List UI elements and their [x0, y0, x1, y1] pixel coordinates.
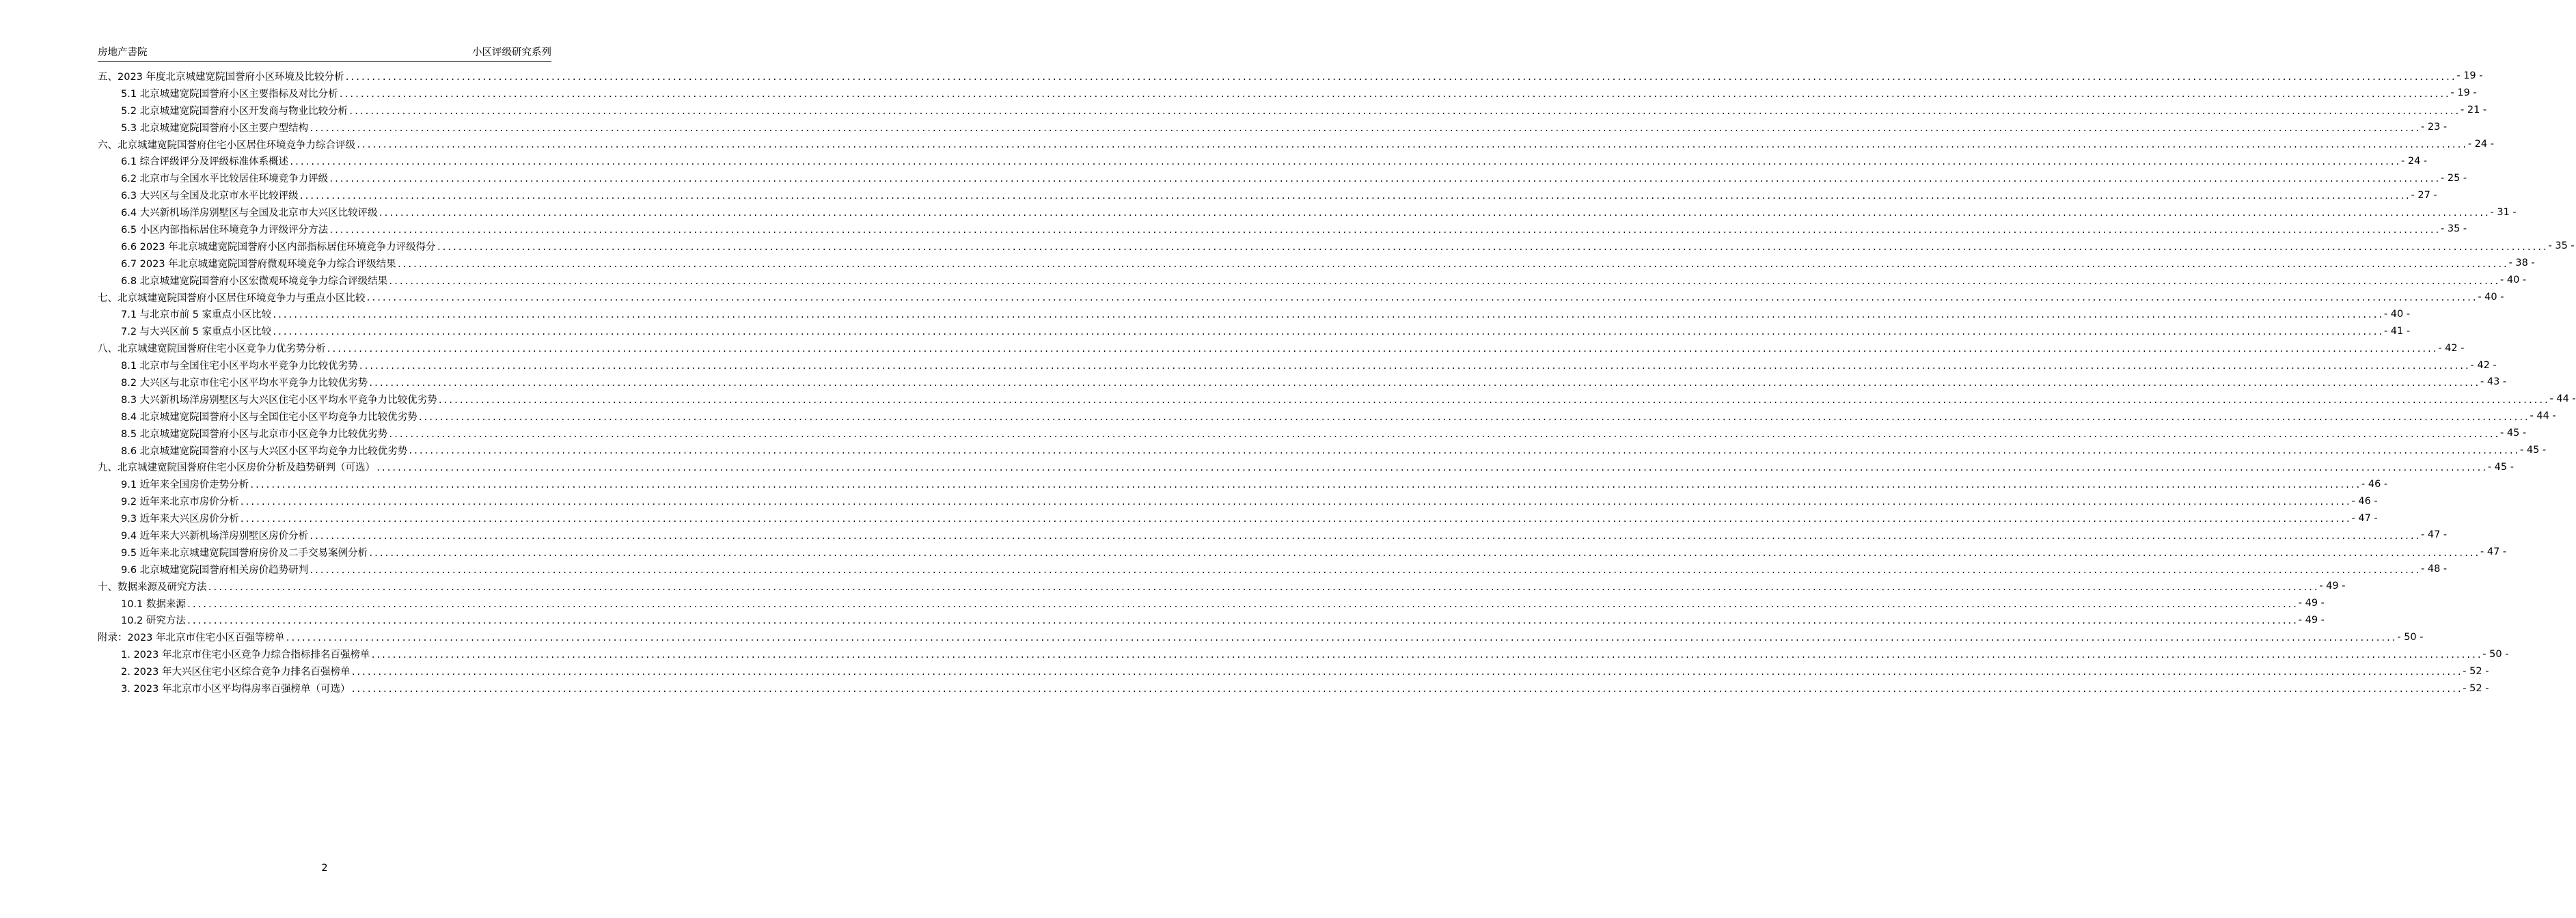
toc-dot-leader: ................................................................................................................................................................................................................................................................................................................................................................................................................: [358, 361, 2470, 372]
toc-entry[interactable]: [98, 169, 2467, 186]
toc-entry[interactable]: [98, 152, 2428, 169]
toc-dot-leader: ................................................................................................................................................................................................................................................................................................................................................................................................................: [329, 174, 2441, 184]
toc-dot-leader: ................................................................................................................................................................................................................................................................................................................................................................................................................: [289, 157, 2401, 167]
toc-dot-leader: ................................................................................................................................................................................................................................................................................................................................................................................................................: [356, 140, 2467, 150]
toc-dot-leader: ................................................................................................................................................................................................................................................................................................................................................................................................................: [344, 72, 2456, 82]
toc-entry-title: 5.1 北京城建宽院国誉府小区主要指标及对比分析: [121, 88, 338, 100]
toc-entry-page: - 47 -: [2480, 546, 2507, 558]
toc-entry-page: - 45 -: [2520, 445, 2547, 456]
toc-dot-leader: ................................................................................................................................................................................................................................................................................................................................................................................................................: [396, 259, 2508, 269]
toc-entry-page: - 48 -: [2421, 564, 2448, 575]
toc-entry-title: 9.6 北京城建宽院国誉府相关房价趋势研判: [121, 564, 309, 576]
toc-entry[interactable]: [98, 492, 2378, 510]
toc-entry-title: 8.2 大兴区与北京市住宅小区平均水平竞争力比较优劣势: [121, 377, 368, 389]
toc-entry-page: - 46 -: [2361, 478, 2388, 490]
toc-entry-page: - 45 -: [2500, 428, 2527, 439]
toc-entry-page: - 21 -: [2461, 105, 2487, 116]
toc-entry[interactable]: [98, 408, 2556, 425]
toc-entry[interactable]: [98, 475, 2388, 492]
toc-entry-title: 9.3 近年来大兴区房价分析: [121, 514, 239, 525]
toc-entry[interactable]: [98, 305, 2411, 322]
toc-entry-page: - 40 -: [2383, 308, 2411, 320]
toc-entry[interactable]: [98, 102, 2487, 119]
toc-dot-leader: ................................................................................................................................................................................................................................................................................................................................................................................................................: [309, 531, 2421, 541]
toc-dot-leader: ................................................................................................................................................................................................................................................................................................................................................................................................................: [388, 276, 2500, 286]
toc-entry[interactable]: [98, 221, 2467, 238]
toc-entry-title: 6.1 综合评级评分及评级标准体系概述: [121, 156, 289, 168]
toc-entry-page: - 41 -: [2383, 325, 2411, 337]
toc-entry-title: 9.1 近年来全国房价走势分析: [121, 479, 249, 491]
toc-dot-leader: ................................................................................................................................................................................................................................................................................................................................................................................................................: [186, 599, 2298, 609]
toc-entry[interactable]: [98, 680, 2489, 697]
toc-entry[interactable]: [98, 238, 2575, 255]
toc-entry-page: - 35 -: [2548, 240, 2575, 252]
toc-dot-leader: ................................................................................................................................................................................................................................................................................................................................................................................................................: [437, 395, 2549, 405]
toc-entry-title: 八、北京城建宽院国誉府住宅小区竞争力优劣势分析: [98, 344, 326, 355]
toc-entry-page: - 47 -: [2351, 512, 2378, 524]
toc-entry-page: - 42 -: [2438, 342, 2465, 354]
toc-entry-title: 9.5 近年来北京城建宽院国誉府房价及二手交易案例分析: [121, 547, 368, 559]
toc-entry-page: - 49 -: [2298, 598, 2325, 609]
toc-entry-title: 六、北京城建宽院国誉府住宅小区居住环境竞争力综合评级: [98, 139, 355, 151]
toc-dot-leader: ................................................................................................................................................................................................................................................................................................................................................................................................................: [272, 327, 2383, 337]
toc-entry-page: - 46 -: [2351, 495, 2378, 507]
toc-entry-page: - 19 -: [2450, 87, 2477, 99]
toc-entry-title: 8.1 北京市与全国住宅小区平均水平竞争力比较优劣势: [121, 361, 358, 372]
toc-entry-page: - 25 -: [2441, 172, 2467, 184]
toc-entry[interactable]: [98, 510, 2378, 527]
toc-entry-page: - 19 -: [2456, 70, 2483, 82]
toc-entry-page: - 45 -: [2487, 461, 2514, 473]
toc-entry-title: 6.3 大兴区与全国及北京市水平比较评级: [121, 191, 299, 202]
toc-entry[interactable]: [98, 255, 2535, 272]
toc-entry-page: - 23 -: [2421, 122, 2448, 133]
toc-entry[interactable]: [98, 119, 2448, 136]
toc-entry[interactable]: [98, 186, 2437, 204]
toc-entry[interactable]: [98, 272, 2527, 289]
toc-entry-title: 8.6 北京城建宽院国誉府小区与大兴区小区平均竞争力比较优劣势: [121, 445, 408, 457]
toc-entry-page: - 49 -: [2298, 614, 2325, 626]
toc-entry-title: 五、2023 年度北京城建宽院国誉府小区环境及比较分析: [98, 71, 344, 83]
header-rule: [98, 61, 551, 62]
toc-entry-title: 十、数据来源及研究方法: [98, 581, 207, 593]
toc-entry-page: - 24 -: [2401, 155, 2428, 167]
toc-entry-page: - 52 -: [2463, 682, 2489, 694]
toc-entry-title: 6.7 2023 年北京城建宽院国誉府微观环境竞争力综合评级结果: [121, 258, 396, 270]
toc-dot-leader: ................................................................................................................................................................................................................................................................................................................................................................................................................: [239, 514, 2351, 525]
toc-entry[interactable]: [98, 204, 2517, 221]
toc-dot-leader: ................................................................................................................................................................................................................................................................................................................................................................................................................: [326, 344, 2438, 354]
toc-dot-leader: ................................................................................................................................................................................................................................................................................................................................................................................................................: [338, 89, 2450, 99]
toc-entry[interactable]: [98, 578, 2346, 595]
toc-dot-leader: ................................................................................................................................................................................................................................................................................................................................................................................................................: [348, 106, 2461, 116]
toc-entry[interactable]: [98, 458, 2514, 475]
toc-entry-title: 2. 2023 年大兴区住宅小区综合竞争力排名百强榜单: [121, 667, 351, 678]
toc-entry[interactable]: [98, 527, 2448, 544]
toc-dot-leader: ................................................................................................................................................................................................................................................................................................................................................................................................................: [376, 463, 2487, 473]
toc-entry[interactable]: [98, 544, 2507, 561]
toc-entry-page: - 49 -: [2319, 581, 2346, 592]
toc-entry[interactable]: [98, 374, 2507, 391]
toc-entry-page: - 52 -: [2463, 665, 2489, 677]
toc-entry[interactable]: [98, 339, 2465, 357]
toc-dot-leader: ................................................................................................................................................................................................................................................................................................................................................................................................................: [272, 310, 2383, 320]
toc-entry-title: 附录：2023 年北京市住宅小区百强等榜单: [98, 632, 285, 644]
toc-entry[interactable]: [98, 645, 2509, 663]
toc-entry-title: 3. 2023 年北京市小区平均得房率百强榜单（可选）: [121, 684, 351, 695]
toc-dot-leader: ................................................................................................................................................................................................................................................................................................................................................................................................................: [368, 378, 2480, 388]
toc-dot-leader: ................................................................................................................................................................................................................................................................................................................................................................................................................: [388, 429, 2500, 439]
toc-entry[interactable]: [98, 663, 2489, 680]
toc-entry-title: 10.1 数据来源: [121, 598, 186, 610]
toc-dot-leader: ................................................................................................................................................................................................................................................................................................................................................................................................................: [329, 225, 2441, 235]
toc-entry-page: - 38 -: [2508, 258, 2535, 269]
toc-entry-title: 6.6 2023 年北京城建宽院国誉府小区内部指标居住环境竞争力评级得分: [121, 241, 436, 253]
toc-dot-leader: ................................................................................................................................................................................................................................................................................................................................................................................................................: [186, 616, 2298, 626]
toc-entry-page: - 27 -: [2411, 189, 2437, 201]
table-of-contents: [98, 68, 2576, 697]
toc-entry-page: - 24 -: [2467, 139, 2494, 150]
toc-dot-leader: ................................................................................................................................................................................................................................................................................................................................................................................................................: [351, 667, 2463, 678]
toc-dot-leader: ................................................................................................................................................................................................................................................................................................................................................................................................................: [249, 480, 2361, 490]
toc-entry[interactable]: [98, 561, 2448, 578]
toc-entry-page: - 31 -: [2490, 206, 2517, 218]
toc-entry[interactable]: [98, 289, 2504, 306]
toc-entry-page: - 50 -: [2482, 648, 2509, 660]
toc-entry-page: - 35 -: [2441, 223, 2467, 235]
toc-entry-page: - 44 -: [2549, 393, 2576, 405]
toc-entry-title: 6.8 北京城建宽院国誉府小区宏微观环境竞争力综合评级结果: [121, 275, 388, 287]
toc-entry-title: 8.4 北京城建宽院国誉府小区与全国住宅小区平均竞争力比较优劣势: [121, 411, 417, 423]
page-number: 2: [321, 863, 328, 874]
toc-dot-leader: ................................................................................................................................................................................................................................................................................................................................................................................................................: [299, 191, 2411, 201]
toc-entry-title: 6.4 大兴新机场洋房别墅区与全国及北京市大兴区比较评级: [121, 208, 378, 219]
toc-entry-page: - 42 -: [2470, 359, 2497, 371]
toc-dot-leader: ................................................................................................................................................................................................................................................................................................................................................................................................................: [366, 293, 2478, 303]
toc-entry-page: - 44 -: [2530, 411, 2556, 422]
toc-entry[interactable]: [98, 357, 2497, 374]
toc-entry[interactable]: [98, 391, 2576, 408]
toc-dot-leader: ................................................................................................................................................................................................................................................................................................................................................................................................................: [207, 582, 2319, 592]
toc-entry-title: 6.5 小区内部指标居住环境竞争力评级评分方法: [121, 224, 329, 236]
toc-entry-title: 5.2 北京城建宽院国誉府小区开发商与物业比较分析: [121, 105, 348, 117]
toc-dot-leader: ................................................................................................................................................................................................................................................................................................................................................................................................................: [408, 446, 2520, 456]
toc-entry-title: 9.4 近年来大兴新机场洋房别墅区房价分析: [121, 530, 309, 542]
toc-entry-title: 8.3 大兴新机场洋房别墅区与大兴区住宅小区平均水平竞争力比较优劣势: [121, 394, 437, 406]
toc-entry-page: - 50 -: [2397, 631, 2424, 643]
toc-entry-title: 九、北京城建宽院国誉府住宅小区房价分析及趋势研判（可选）: [98, 462, 375, 474]
toc-entry-title: 6.2 北京市与全国水平比较居住环境竞争力评级: [121, 173, 329, 185]
toc-entry-title: 5.3 北京城建宽院国誉府小区主要户型结构: [121, 122, 309, 134]
toc-entry[interactable]: [98, 322, 2411, 339]
toc-dot-leader: ................................................................................................................................................................................................................................................................................................................................................................................................................: [370, 650, 2482, 660]
toc-entry-title: 9.2 近年来北京市房价分析: [121, 497, 239, 508]
toc-entry[interactable]: [98, 442, 2547, 459]
toc-dot-leader: ................................................................................................................................................................................................................................................................................................................................................................................................................: [378, 208, 2490, 219]
header-right-title: 小区评级研究系列: [472, 47, 551, 58]
toc-entry-title: 8.5 北京城建宽院国誉府小区与北京市小区竞争力比较优劣势: [121, 428, 388, 440]
toc-dot-leader: ................................................................................................................................................................................................................................................................................................................................................................................................................: [436, 242, 2548, 252]
toc-dot-leader: ................................................................................................................................................................................................................................................................................................................................................................................................................: [309, 565, 2421, 575]
toc-entry[interactable]: [98, 68, 2483, 85]
toc-entry[interactable]: [98, 136, 2494, 153]
toc-entry-page: - 47 -: [2421, 529, 2448, 541]
header-left-title: 房地产書院: [98, 47, 148, 58]
toc-dot-leader: ................................................................................................................................................................................................................................................................................................................................................................................................................: [309, 123, 2421, 133]
toc-entry-title: 10.2 研究方法: [121, 615, 186, 627]
toc-entry-title: 七、北京城建宽院国誉府小区居住环境竞争力与重点小区比较: [98, 292, 366, 304]
toc-entry[interactable]: [98, 612, 2325, 629]
toc-entry[interactable]: [98, 628, 2424, 645]
toc-dot-leader: ................................................................................................................................................................................................................................................................................................................................................................................................................: [351, 684, 2463, 694]
toc-entry-page: - 40 -: [2500, 275, 2527, 286]
toc-dot-leader: ................................................................................................................................................................................................................................................................................................................................................................................................................: [368, 548, 2480, 558]
toc-dot-leader: ................................................................................................................................................................................................................................................................................................................................................................................................................: [417, 412, 2530, 422]
toc-entry-title: 7.2 与大兴区前 5 家重点小区比较: [121, 326, 272, 338]
toc-entry[interactable]: [98, 425, 2527, 442]
toc-entry-title: 7.1 与北京市前 5 家重点小区比较: [121, 309, 272, 321]
toc-entry-title: 1. 2023 年北京市住宅小区竞争力综合指标排名百强榜单: [121, 650, 370, 661]
toc-entry-page: - 43 -: [2480, 376, 2507, 388]
toc-entry[interactable]: [98, 595, 2325, 612]
toc-dot-leader: ................................................................................................................................................................................................................................................................................................................................................................................................................: [239, 497, 2351, 507]
toc-dot-leader: ................................................................................................................................................................................................................................................................................................................................................................................................................: [285, 633, 2397, 643]
toc-entry[interactable]: [98, 85, 2477, 102]
toc-entry-page: - 40 -: [2478, 292, 2504, 303]
